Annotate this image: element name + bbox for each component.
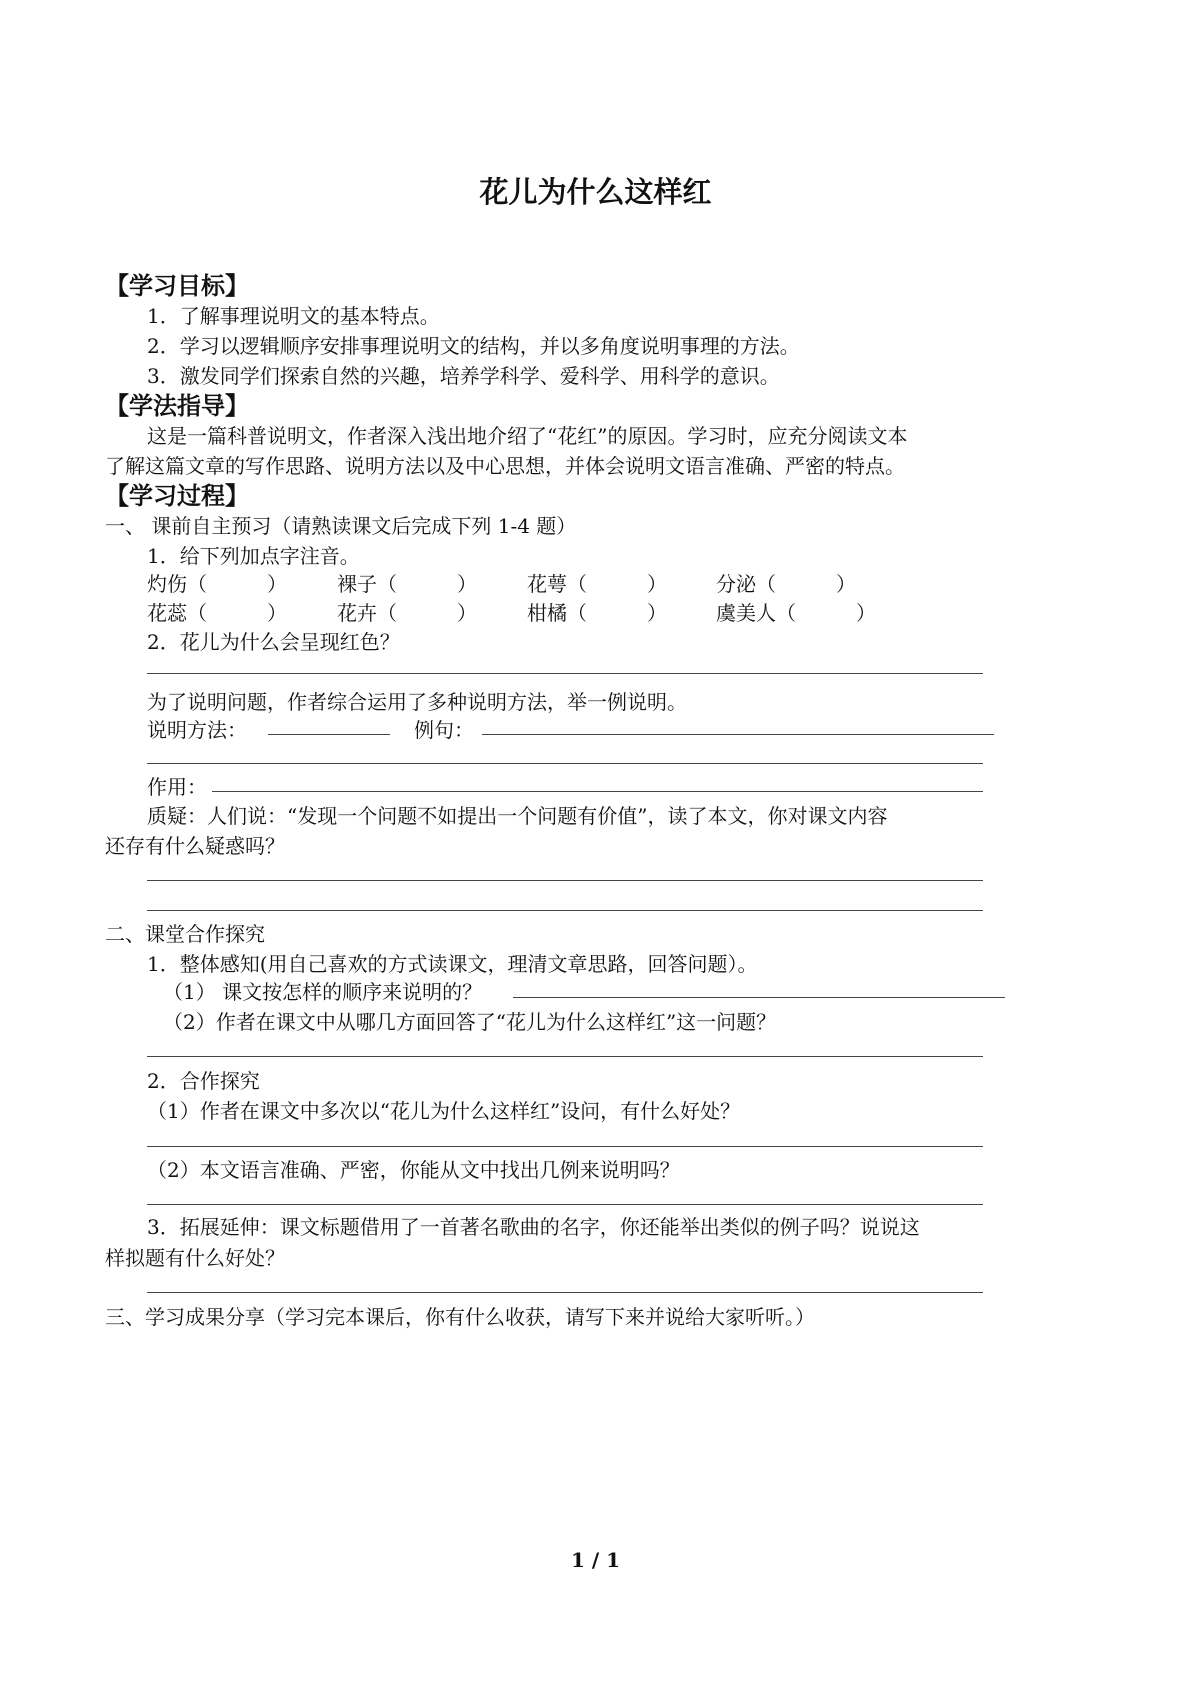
method-text-line: 这是一篇科普说明文，作者深入浅出地介绍了“花红”的原因。学习时，应充分阅读文本 (147, 424, 908, 448)
page-title: 花儿为什么这样红 (479, 175, 712, 209)
order-answer-line[interactable] (513, 997, 1005, 998)
question-language: （2）本文语言准确、严密，你能从文中找出几例来说明吗？ (147, 1158, 680, 1182)
part2-label: 二、课堂合作探究 (105, 922, 265, 946)
pinyin-question: 1．给下列加点字注音。 (147, 544, 360, 568)
question-rhetorical: （1）作者在课文中多次以“花儿为什么这样红”设问，有什么好处？ (147, 1099, 741, 1123)
method-text-line: 了解这篇文章的写作思路、说明方法以及中心思想，并体会说明文语言准确、严密的特点。 (105, 454, 905, 478)
objective-item: 1．了解事理说明文的基本特点。 (147, 304, 440, 328)
example-label: 例句： (414, 718, 474, 742)
answer-line[interactable] (147, 673, 983, 674)
answer-line[interactable] (147, 1292, 983, 1293)
pinyin-item: 分泌（ ） (716, 572, 856, 596)
example-answer-line[interactable] (482, 734, 994, 735)
question-aspects: （2）作者在课文中从哪几方面回答了“花儿为什么这样红”这一问题？ (163, 1010, 777, 1034)
objective-item: 2．学习以逻辑顺序安排事理说明文的结构，并以多角度说明事理的方法。 (147, 334, 800, 358)
effect-answer-line[interactable] (212, 791, 983, 792)
part1-label: 一、 课前自主预习（请熟读课文后完成下列 1-4 题） (105, 514, 577, 538)
question-order: （1） 课文按怎样的顺序来说明的？ (163, 980, 483, 1004)
question-overall: 1．整体感知(用自己喜欢的方式读课文，理清文章思路，回答问题）。 (147, 952, 758, 976)
method-answer-line[interactable] (268, 734, 390, 735)
pinyin-item: 花卉（ ） (337, 601, 477, 625)
objective-item: 3．激发同学们探索自然的兴趣，培养学科学、爱科学、用科学的意识。 (147, 364, 780, 388)
method-heading: 【学法指导】 (105, 392, 249, 420)
method-label: 说明方法： (147, 718, 247, 742)
pinyin-item: 柑橘（ ） (527, 601, 667, 625)
pinyin-item: 花萼（ ） (527, 572, 667, 596)
answer-line[interactable] (147, 1146, 983, 1147)
part3-label: 三、学习成果分享（学习完本课后，你有什么收获，请写下来并说给大家听听。） (105, 1305, 815, 1329)
pinyin-item: 虞美人（ ） (716, 601, 876, 625)
cooperate-label: 2．合作探究 (147, 1069, 260, 1093)
pinyin-item: 花蕊（ ） (147, 601, 287, 625)
objectives-heading: 【学习目标】 (105, 272, 249, 300)
answer-line[interactable] (147, 763, 983, 764)
answer-line[interactable] (147, 880, 983, 881)
process-heading: 【学习过程】 (105, 482, 249, 510)
doubt-text-line: 还存有什么疑惑吗？ (105, 834, 285, 858)
question-red-color: 2．花儿为什么会呈现红色？ (147, 630, 400, 654)
effect-label: 作用： (147, 775, 207, 799)
extension-text-line: 样拟题有什么好处？ (105, 1246, 285, 1270)
answer-line[interactable] (147, 910, 983, 911)
pinyin-item: 裸子（ ） (337, 572, 477, 596)
pinyin-item: 灼伤（ ） (147, 572, 287, 596)
answer-line[interactable] (147, 1056, 983, 1057)
answer-line[interactable] (147, 1204, 983, 1205)
page-number: 1 / 1 (570, 1548, 621, 1572)
extension-text-line: 3．拓展延伸：课文标题借用了一首著名歌曲的名字，你还能举出类似的例子吗？说说这 (147, 1215, 920, 1239)
question-methods: 为了说明问题，作者综合运用了多种说明方法，举一例说明。 (147, 690, 687, 714)
doubt-text-line: 质疑：人们说：“发现一个问题不如提出一个问题有价值”，读了本文，你对课文内容 (147, 804, 888, 828)
